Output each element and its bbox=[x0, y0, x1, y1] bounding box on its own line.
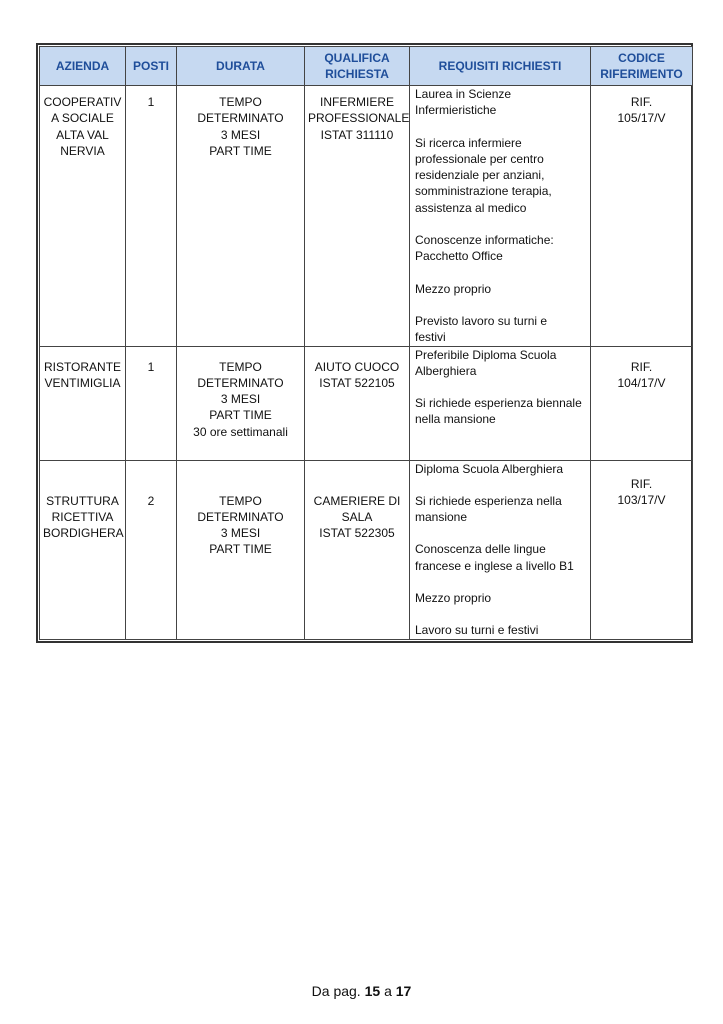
table-row bbox=[40, 460, 693, 639]
cell-azienda bbox=[40, 460, 126, 639]
posti-text: 1 bbox=[147, 95, 155, 109]
cell-posti bbox=[126, 86, 177, 347]
qualifica-text: AIUTO CUOCO ISTAT 522105 bbox=[314, 359, 400, 390]
requirement-item: Previsto lavoro su turni e festivi bbox=[415, 313, 548, 345]
header-qualifica: QUALIFICA RICHIESTA bbox=[305, 47, 410, 86]
cell-codice bbox=[591, 86, 693, 347]
header-row bbox=[40, 47, 693, 86]
cell-requisiti bbox=[410, 346, 591, 460]
requirement-item: Diploma Scuola Alberghiera bbox=[415, 461, 564, 476]
table-row bbox=[40, 86, 693, 347]
page-footer bbox=[0, 983, 723, 999]
header-azienda: AZIENDA bbox=[40, 47, 126, 86]
cell-durata bbox=[177, 346, 305, 460]
header-requisiti: REQUISITI RICHIESTI bbox=[410, 47, 591, 86]
durata-text: TEMPO DETERMINATO 3 MESI PART TIME bbox=[197, 95, 284, 158]
job-offers-table bbox=[39, 46, 693, 640]
posti-text: 1 bbox=[147, 359, 155, 374]
job-offers-table-wrapper bbox=[36, 43, 693, 643]
requirement-item: Preferibile Diploma Scuola Alberghiera bbox=[415, 347, 557, 378]
table-row bbox=[40, 346, 693, 460]
cell-posti bbox=[126, 346, 177, 460]
footer-page-to: 17 bbox=[395, 983, 412, 999]
header-posti: POSTI bbox=[126, 47, 177, 86]
azienda-text: COOPERATIV A SOCIALE ALTA VAL NERVIA bbox=[43, 95, 122, 158]
cell-requisiti bbox=[410, 86, 591, 347]
cell-requisiti bbox=[410, 460, 591, 639]
footer-page-from: 15 bbox=[364, 983, 381, 999]
cell-durata bbox=[177, 460, 305, 639]
qualifica-text: CAMERIERE DI SALA ISTAT 522305 bbox=[313, 493, 401, 541]
requirement-item: Conoscenze informatiche: Pacchetto Office bbox=[415, 233, 554, 264]
azienda-text: RISTORANTE VENTIMIGLIA bbox=[43, 359, 122, 390]
cell-codice bbox=[591, 346, 693, 460]
requirement-item: Laurea in Scienze Infermieristiche bbox=[415, 87, 512, 118]
requirement-item: Mezzo proprio bbox=[415, 281, 492, 296]
cell-qualifica bbox=[305, 460, 410, 639]
header-durata: DURATA bbox=[177, 47, 305, 86]
requirement-item: Si richiede esperienza biennale nella mansione bbox=[415, 396, 582, 427]
requirement-item: Si ricerca infermiere professionale per centro residenziale per anziani, somministrazione terapia, assistenza al medico bbox=[415, 135, 552, 215]
azienda-text: STRUTTURA RICETTIVA BORDIGHERA bbox=[43, 493, 124, 541]
cell-qualifica bbox=[305, 86, 410, 347]
posti-text: 2 bbox=[147, 493, 155, 508]
footer-prefix: Da pag. bbox=[311, 983, 361, 999]
requirement-item: Lavoro su turni e festivi bbox=[415, 623, 539, 638]
requirement-item: Si richiede esperienza nella mansione bbox=[415, 493, 562, 525]
footer-mid: a bbox=[384, 983, 392, 999]
qualifica-text: INFERMIERE PROFESSIONALE ISTAT 311110 bbox=[308, 95, 410, 142]
header-codice: CODICE RIFERIMENTO bbox=[591, 47, 693, 86]
cell-qualifica bbox=[305, 346, 410, 460]
cell-posti bbox=[126, 460, 177, 639]
cell-azienda bbox=[40, 346, 126, 460]
cell-durata bbox=[177, 86, 305, 347]
codice-text: RIF. 104/17/V bbox=[617, 359, 666, 390]
codice-text: RIF. 105/17/V bbox=[617, 95, 666, 126]
requirement-item: Mezzo proprio bbox=[415, 591, 492, 606]
requirement-item: Conoscenza delle lingue francese e inglese a livello B1 bbox=[415, 542, 574, 573]
codice-text: RIF. 103/17/V bbox=[617, 476, 666, 507]
durata-text: TEMPO DETERMINATO 3 MESI PART TIME 30 ore settimanali bbox=[193, 359, 288, 439]
cell-azienda bbox=[40, 86, 126, 347]
cell-codice bbox=[591, 460, 693, 639]
durata-text: TEMPO DETERMINATO 3 MESI PART TIME bbox=[197, 493, 284, 557]
